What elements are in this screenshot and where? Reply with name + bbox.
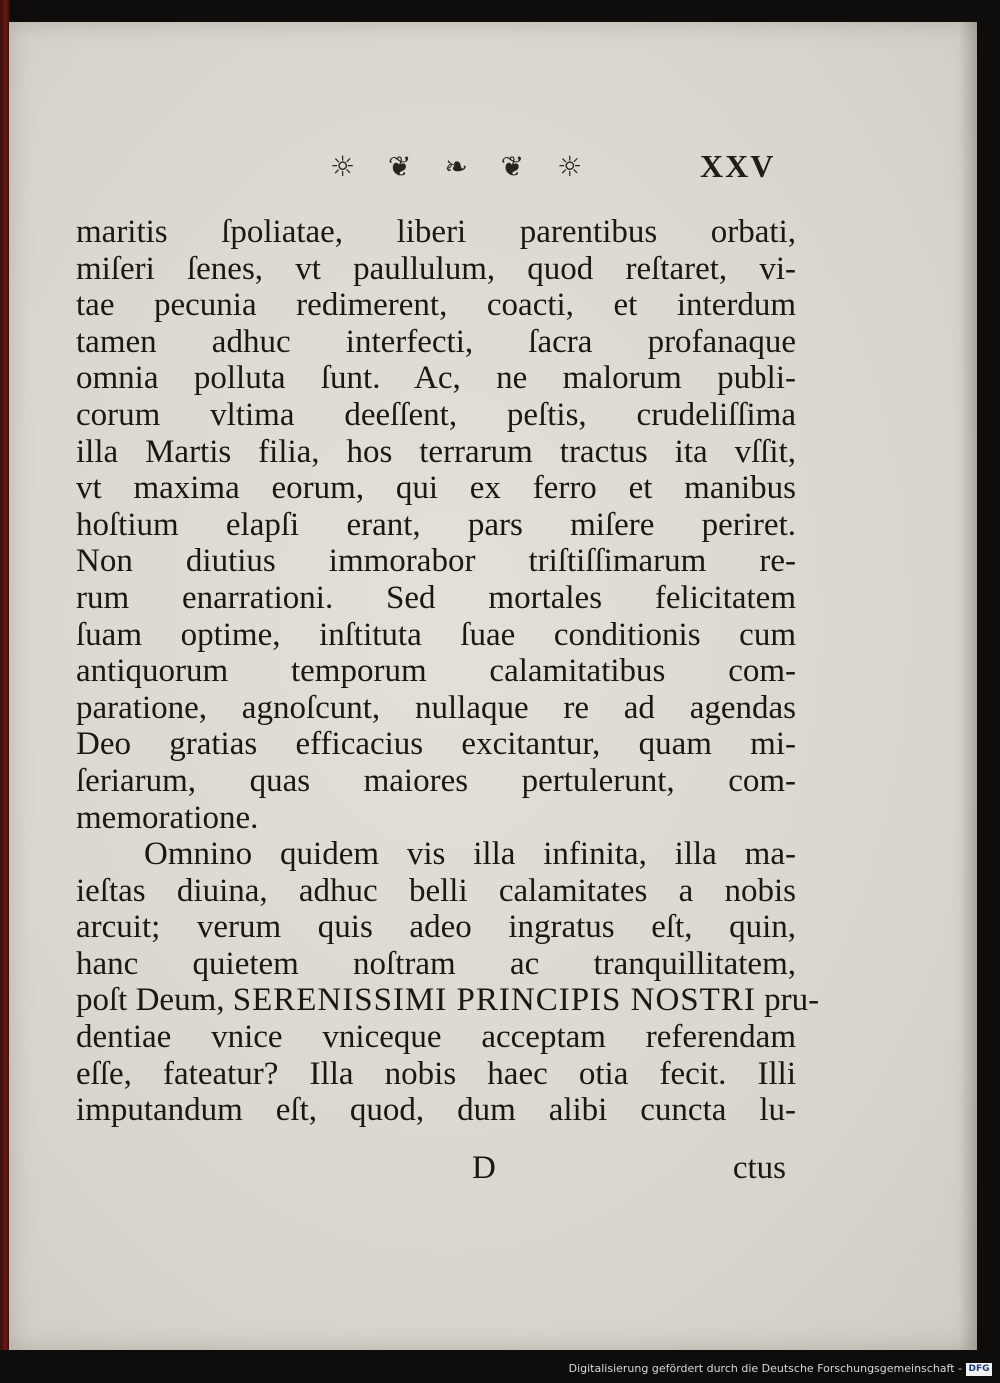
small-caps-phrase: SERENISSIMI PRINCIPIS NOSTRI [232,982,756,1019]
text-line: corum vltima deeſſent, peſtis, crudeliſſima [76,396,796,433]
text-line: ſeriarum, quas maiores pertulerunt, com- [76,762,796,799]
text-line: dentiae vnice vniceque acceptam referendam [76,1019,796,1056]
text-line: vt maxima eorum, qui ex ferro et manibus [76,470,796,507]
body-text [76,214,820,1129]
digitization-banner [0,1350,1000,1383]
text-line: paratione, agnoſcunt, nullaque re ad agendas [76,689,796,726]
text-line: ieſtas diuina, adhuc belli calamitates a nobis [76,872,796,909]
text-line: Deo gratias efficacius excitantur, quam mi- [76,726,796,763]
dfg-logo: DFG [966,1363,992,1376]
page-gutter-shadow [959,22,977,1350]
text-line-with-small-caps [76,982,820,1019]
text-fragment: pru- [764,982,820,1019]
text-line: eſſe, fateatur? Illa nobis haec otia fecit. Illi [76,1055,796,1092]
catchword: ctus [732,1150,786,1186]
text-line: hoſtium elapſi erant, pars miſere periret. [76,506,796,543]
text-line: rum enarrationi. Sed mortales felicitatem [76,579,796,616]
text-line: arcuit; verum quis adeo ingratus eſt, quin, [76,909,796,946]
text-line: Non diutius immorabor triſtiſſimarum re- [76,543,796,580]
text-line: miſeri ſenes, vt paullulum, quod reſtaret, vi- [76,250,796,287]
text-line: maritis ſpoliatae, liberi parentibus orbati, [76,214,796,250]
text-line: memoratione. [76,799,259,836]
text-line: tamen adhuc interfecti, ſacra profanaque [76,323,796,360]
page-number: XXV [700,148,776,184]
text-line: imputandum eſt, quod, dum alibi cuncta lu- [76,1092,796,1129]
text-line: illa Martis filia, hos terrarum tractus ita vſſit, [76,433,796,470]
text-line-paragraph-start: Omnino quidem vis illa infinita, illa ma- [144,836,796,873]
text-line: hanc quietem noſtram ac tranquillitatem, [76,945,796,982]
text-line: tae pecunia redimerent, coacti, et interdum [76,287,796,324]
text-line: omnia polluta ſunt. Ac, ne malorum publi- [76,360,796,397]
signature-mark: D [472,1150,496,1186]
text-line: ſuam optime, inſtituta ſuae conditionis cum [76,616,796,653]
page-footer-marks [76,1150,786,1190]
text-line: antiquorum temporum calamitatibus com- [76,653,796,690]
funding-notice: Digitalisierung gefördert durch die Deutsche Forschungsgemeinschaft - [568,1362,962,1375]
text-fragment: poſt Deum, [76,982,225,1019]
header-ornament: ☼ ❦ ❧ ❦ ☼ [330,150,595,183]
